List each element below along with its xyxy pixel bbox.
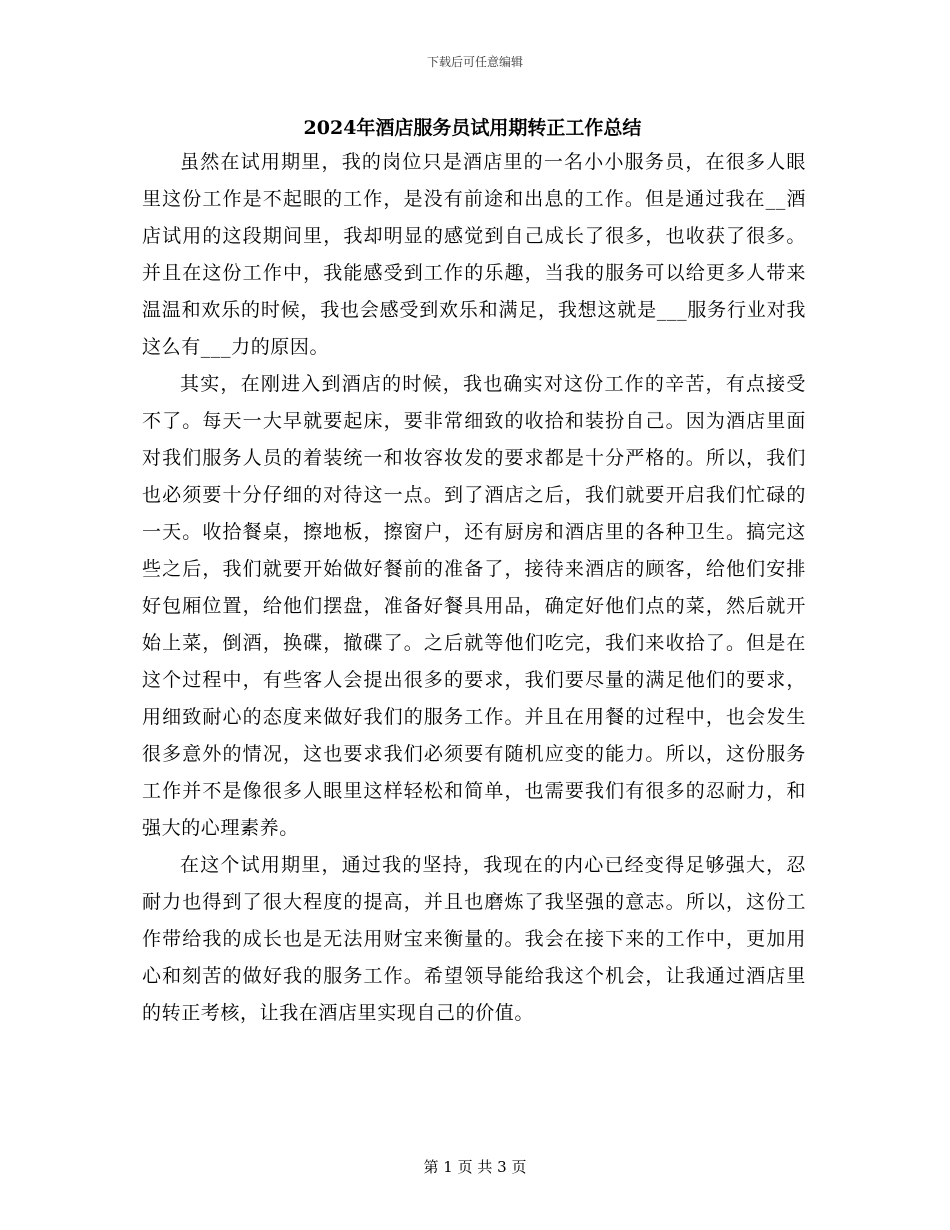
page-header-note: 下载后可任意编辑 — [426, 55, 523, 69]
paragraph: 在这个试用期里，通过我的坚持，我现在的内心已经变得足够强大，忍耐力也得到了很大程度的提高，并且也磨炼了我坚强的意志。所以，这份工作带给我的成长也是无法用财宝来衡量的。我会在接下来的工作中，更加用心和刻苦的做好我的服务工作。希望领导能给我这个机会，让我通过酒店里的转正考核，让我在酒店里实现自己的价值。 — [142, 854, 806, 1024]
document-body — [142, 144, 806, 1032]
paragraph: 其实，在刚进入到酒店的时候，我也确实对这份工作的辛苦，有点接受不了。每天一大早就要起床，要非常细致的收拾和装扮自己。因为酒店里面对我们服务人员的着装统一和妆容妆发的要求都是十分严格的。所以，我们也必须要十分仔细的对待这一点。到了酒店之后，我们就要开启我们忙碌的一天。收拾餐桌，擦地板，擦窗户，还有厨房和酒店里的各种卫生。搞完这些之后，我们就要开始做好餐前的准备了，接待来酒店的顾客，给他们安排好包厢位置，给他们摆盘，准备好餐具用品，确定好他们点的菜，然后就开始上菜，倒酒，换碟，撤碟了。之后就等他们吃完，我们来收拾了。但是在这个过程中，有些客人会提出很多的要求，我们要尽量的满足他们的要求，用细致耐心的态度来做好我们的服务工作。并且在用餐的过程中，也会发生很多意外的情况，这也要求我们必须要有随机应变的能力。所以，这份服务工作并不是像很多人眼里这样轻松和简单，也需要我们有很多的忍耐力，和强大的心理素养。 — [142, 373, 806, 839]
page-number: 第 1 页 共 3 页 — [423, 1158, 527, 1176]
paragraph: 虽然在试用期里，我的岗位只是酒店里的一名小小服务员，在很多人眼里这份工作是不起眼的工作，是没有前途和出息的工作。但是通过我在__酒店试用的这段期间里，我却明显的感觉到自己成长了很多，也收获了很多。并且在这份工作中，我能感受到工作的乐趣，当我的服务可以给更多人带来温温和欢乐的时候，我也会感受到欢乐和满足，我想这就是___服务行业对我这么有___力的原因。 — [142, 151, 806, 358]
document-title: 2024年酒店服务员试用期转正工作总结 — [303, 117, 642, 139]
